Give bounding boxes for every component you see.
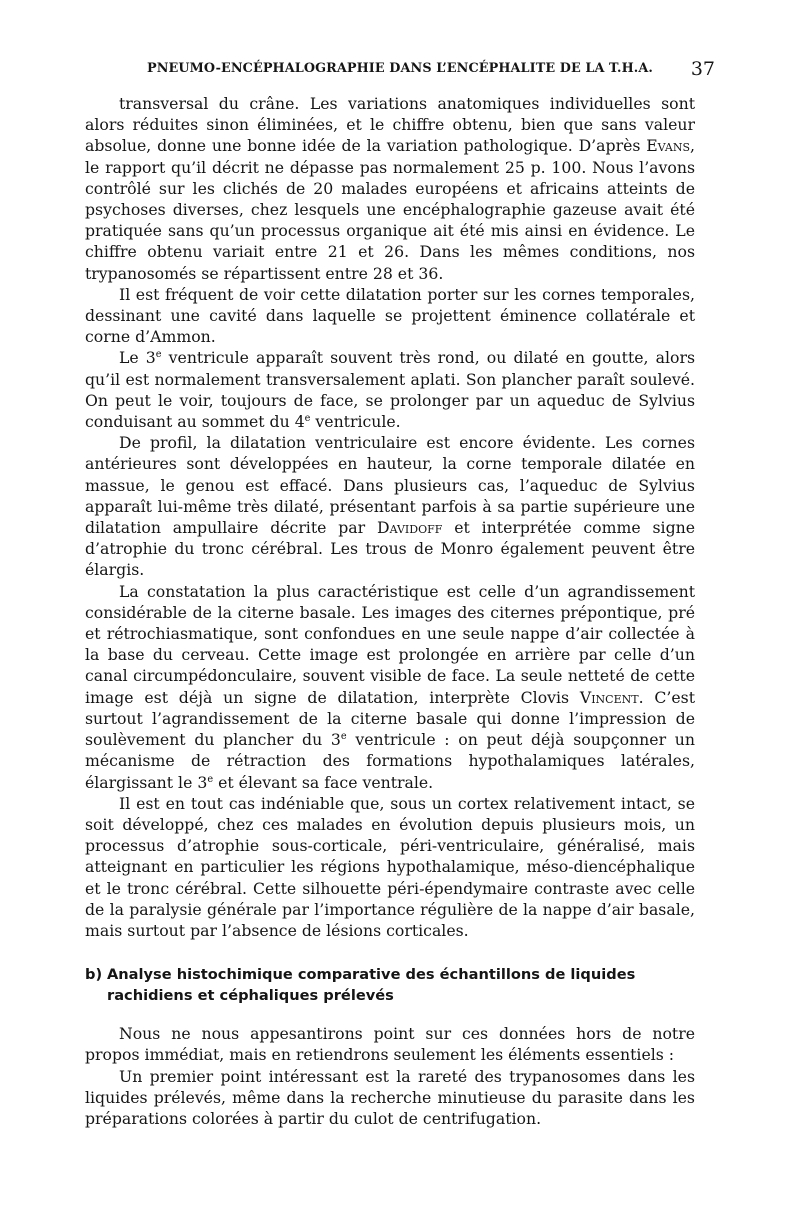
paragraph bbox=[85, 284, 695, 348]
paragraph bbox=[85, 1066, 695, 1130]
running-head bbox=[85, 58, 715, 82]
section-title: Analyse histochimique comparative des échantillons de liquides rachidiens et céphaliques prélevés bbox=[107, 966, 636, 1005]
text-run: e bbox=[155, 349, 162, 361]
section-label: b) bbox=[85, 966, 103, 984]
paragraphs-before-section bbox=[85, 93, 695, 941]
page-number: 37 bbox=[690, 58, 715, 80]
paragraph bbox=[85, 432, 695, 580]
paragraph bbox=[85, 793, 695, 941]
paragraphs-after-section bbox=[85, 1023, 695, 1129]
text-run: ventricule. bbox=[310, 412, 401, 432]
text-run: ventricule apparaît souvent très rond, ou dilaté en goutte, alors qu’il est normalement transversalement aplati. Son plancher paraît soulevé. On peut le voir, toujours de face, se prolonger par un aqueduc de Sylvius conduisant au sommet du 4 bbox=[85, 348, 695, 432]
paragraph bbox=[85, 581, 695, 793]
text-run: Un premier point intéressant est la rareté des trypanosomes dans les liquides prélevés, même dans la recherche minutieuse du parasite dans les préparations colorées à partir du culot de centrifugation. bbox=[85, 1066, 695, 1128]
text-run: , le rapport qu’il décrit ne dépasse pas normalement 25 p. 100. Nous l’avons contrôlé sur les clichés de 20 malades européens et africains atteints de psychoses diverses, chez lesquels une encéphalographie gazeuse avait été pratiquée sans qu’un processus organique ait été mis ainsi en évidence. Le chiffre obtenu variait entre 21 et 26. Dans les mêmes conditions, nos trypanosomés se répartissent entre 28 et 36. bbox=[85, 136, 695, 283]
text-run: De profil, la dilatation ventriculaire est encore évidente. Les cornes antérieures sont développées en hauteur, la corne temporale dilatée en massue, le genou est effacé. Dans plusieurs cas, l’aqueduc de Sylvius apparaît lui-même très dilaté, présentant parfois à sa partie supérieure une dilatation ampullaire décrite par bbox=[85, 433, 695, 538]
text-run: e bbox=[207, 773, 214, 785]
text-run: transversal du crâne. Les variations anatomiques individuelles sont alors réduites sinon éliminées, et le chiffre obtenu, bien que sans valeur absolue, donne une bonne idée de la variation pathologique. D’après bbox=[85, 94, 695, 156]
text-run: ventricule : on peut déjà soupçonner un mécanisme de rétraction des formations hypothalamiques latérales, élargissant le 3 bbox=[85, 730, 695, 792]
text-run: La constatation la plus caractéristique est celle d’un agrandissement considérable de la citerne basale. Les images des citernes prépontique, pré et rétrochiasmatique, sont confondues en une seule nappe d’air collectée à la base du cerveau. Cette image est prolongée en arrière par celle d’un canal circumpédonculaire, souvent visible de face. La seule netteté de cette image est déjà un signe de dilatation, interprète Clovis bbox=[85, 581, 695, 707]
running-title: PNEUMO-ENCÉPHALOGRAPHIE DANS L’ENCÉPHALITE DE LA T.H.A. bbox=[147, 61, 653, 76]
text-run: e bbox=[304, 412, 311, 424]
text-run: et interprétée comme signe d’atrophie du tronc cérébral. Les trous de Monro également peuvent être élargis. bbox=[85, 518, 695, 580]
text-run: et élevant sa face ventrale. bbox=[213, 772, 434, 792]
text-run: . C’est surtout l’agrandissement de la citerne basale qui donne l’impression de soulèvement du plancher du 3 bbox=[85, 687, 695, 750]
body-text bbox=[85, 93, 695, 1129]
text-run: Il est fréquent de voir cette dilatation porter sur les cornes temporales, dessinant une cavité dans laquelle se projettent éminence collatérale et corne d’Ammon. bbox=[85, 284, 695, 347]
text-run: Davidoff bbox=[377, 518, 443, 538]
text-run: Le 3 bbox=[119, 348, 156, 368]
text-run: e bbox=[340, 730, 347, 742]
paragraph bbox=[85, 93, 695, 284]
text-run: Vincent bbox=[579, 687, 639, 707]
section-heading bbox=[85, 964, 695, 1006]
text-run: Evans bbox=[646, 136, 690, 156]
text-run: Nous ne nous appesantirons point sur ces données hors de notre propos immédiat, mais en retiendrons seulement les éléments essentiels : bbox=[85, 1024, 695, 1065]
text-run: Il est en tout cas indéniable que, sous un cortex relativement intact, se soit développé, chez ces malades en évolution depuis plusieurs mois, un processus d’atrophie sous-corticale, péri-ventriculaire, généralisé, mais atteignant en particulier les régions hypothalamique, méso-diencéphalique et le tronc cérébral. Cette silhouette péri-épendymaire contraste avec celle de la paralysie générale par l’importance régulière de la nappe d’air basale, mais surtout par l’absence de lésions corticales. bbox=[85, 793, 695, 940]
paragraph bbox=[85, 347, 695, 432]
paragraph bbox=[85, 1023, 695, 1065]
